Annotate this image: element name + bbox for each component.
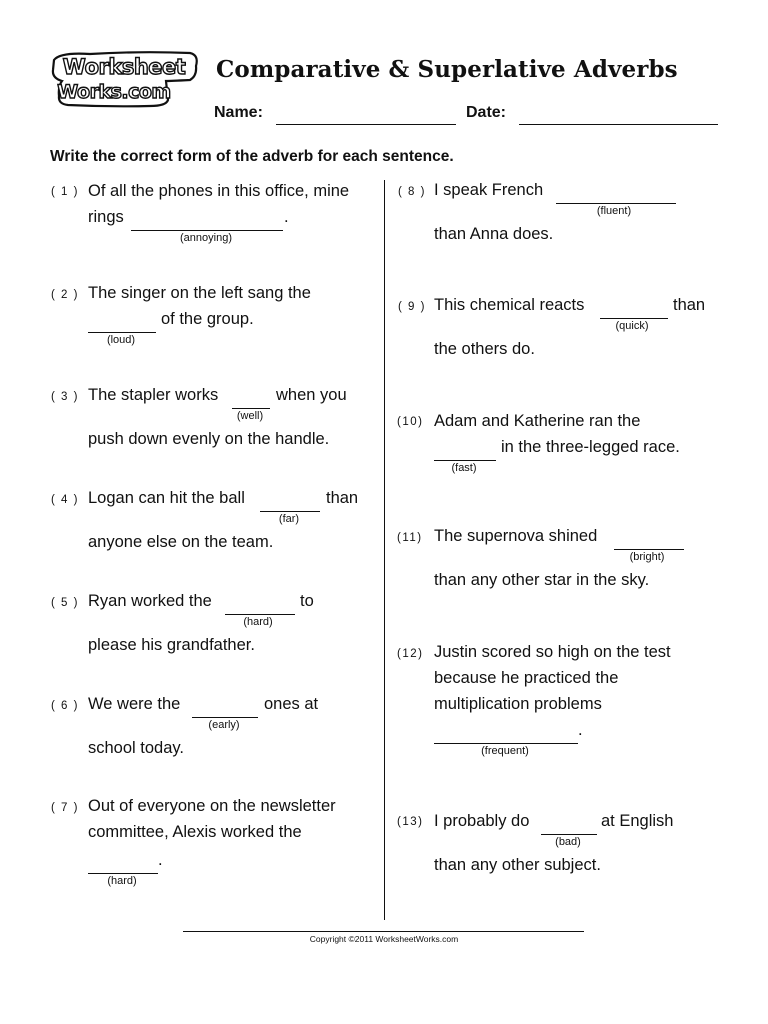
question-text: Adam and Katherine ran the bbox=[434, 412, 641, 430]
question-number: ( 4 ) bbox=[51, 494, 79, 506]
question-text: of the group. bbox=[161, 310, 254, 328]
answer-blank[interactable] bbox=[600, 318, 668, 319]
adverb-hint: (hard) bbox=[107, 875, 137, 887]
name-label: Name: bbox=[214, 104, 263, 121]
question-text: please his grandfather. bbox=[88, 636, 255, 654]
question-number: ( 2 ) bbox=[51, 289, 79, 301]
question-text: committee, Alexis worked the bbox=[88, 823, 302, 841]
question-text: when you bbox=[276, 386, 347, 404]
question-number: ( 3 ) bbox=[51, 391, 79, 403]
answer-blank[interactable] bbox=[434, 460, 496, 461]
adverb-hint: (frequent) bbox=[481, 745, 529, 757]
worksheetworks-logo bbox=[50, 50, 200, 108]
adverb-hint: (early) bbox=[208, 719, 240, 731]
adverb-hint: (fast) bbox=[451, 462, 477, 474]
question-text: . bbox=[284, 208, 289, 226]
question-number: ( 9 ) bbox=[398, 301, 426, 313]
date-field[interactable] bbox=[519, 124, 718, 125]
question-text: The stapler works bbox=[88, 386, 219, 404]
column-divider bbox=[384, 180, 385, 920]
copyright: Copyright ©2011 WorksheetWorks.com bbox=[309, 934, 459, 944]
question-text: at English bbox=[601, 812, 674, 830]
answer-blank[interactable] bbox=[192, 717, 258, 718]
question-text: Justin scored so high on the test bbox=[434, 643, 671, 661]
question-text: rings bbox=[88, 208, 124, 226]
adverb-hint: (bright) bbox=[629, 551, 665, 563]
question-text: This chemical reacts bbox=[434, 296, 585, 314]
question-number: ( 7 ) bbox=[51, 802, 79, 814]
adverb-hint: (well) bbox=[236, 410, 264, 422]
question-text: multiplication problems bbox=[434, 695, 602, 713]
question-text: Of all the phones in this office, mine bbox=[88, 182, 350, 200]
adverb-hint: (far) bbox=[278, 513, 300, 525]
answer-blank[interactable] bbox=[260, 511, 320, 512]
question-text: than any other star in the sky. bbox=[434, 571, 650, 589]
question-text: to bbox=[300, 592, 314, 610]
question-text: push down evenly on the handle. bbox=[88, 430, 330, 448]
question-text: anyone else on the team. bbox=[88, 533, 274, 551]
adverb-hint: (hard) bbox=[243, 616, 273, 628]
question-number: ( 1 ) bbox=[51, 186, 79, 198]
question-number: ( 5 ) bbox=[51, 597, 79, 609]
footer-divider bbox=[183, 931, 584, 932]
answer-blank[interactable] bbox=[88, 873, 158, 874]
adverb-hint: (annoying) bbox=[180, 232, 232, 244]
question-number: (13) bbox=[397, 816, 424, 828]
answer-blank[interactable] bbox=[541, 834, 597, 835]
adverb-hint: (fluent) bbox=[596, 205, 632, 217]
question-text: . bbox=[578, 721, 583, 739]
question-text: the others do. bbox=[434, 340, 535, 358]
date-label: Date: bbox=[466, 104, 507, 121]
answer-blank[interactable] bbox=[225, 614, 295, 615]
question-text: because he practiced the bbox=[434, 669, 619, 687]
question-text: Logan can hit the ball bbox=[88, 489, 245, 507]
question-text: The singer on the left sang the bbox=[88, 284, 311, 302]
page-title: Comparative & Superlative Adverbs bbox=[216, 56, 678, 83]
adverb-hint: (bad) bbox=[555, 836, 581, 848]
question-number: (12) bbox=[397, 648, 424, 660]
name-field[interactable] bbox=[276, 124, 456, 125]
question-text: than any other subject. bbox=[434, 856, 601, 874]
adverb-hint: (loud) bbox=[106, 334, 136, 346]
answer-blank[interactable] bbox=[556, 203, 676, 204]
answer-blank[interactable] bbox=[131, 230, 283, 231]
question-text: than bbox=[673, 296, 706, 314]
question-text: Out of everyone on the newsletter bbox=[88, 797, 336, 815]
answer-blank[interactable] bbox=[434, 743, 578, 744]
question-number: (10) bbox=[397, 416, 424, 428]
question-number: ( 6 ) bbox=[51, 700, 79, 712]
svg-text:Works.com: Works.com bbox=[57, 81, 171, 103]
question-number: ( 8 ) bbox=[398, 186, 426, 198]
question-text: Ryan worked the bbox=[88, 592, 212, 610]
instructions: Write the correct form of the adverb for each sentence. bbox=[50, 148, 454, 165]
question-text: ones at bbox=[264, 695, 319, 713]
question-text: than bbox=[326, 489, 359, 507]
question-text: than Anna does. bbox=[434, 225, 554, 243]
answer-blank[interactable] bbox=[88, 332, 156, 333]
question-number: (11) bbox=[397, 532, 423, 544]
question-text: I speak French bbox=[434, 181, 544, 199]
answer-blank[interactable] bbox=[614, 549, 684, 550]
question-text: I probably do bbox=[434, 812, 530, 830]
question-text: in the three-legged race. bbox=[501, 438, 680, 456]
svg-text:Worksheet: Worksheet bbox=[62, 55, 186, 79]
adverb-hint: (quick) bbox=[615, 320, 649, 332]
question-text: We were the bbox=[88, 695, 181, 713]
question-text: school today. bbox=[88, 739, 185, 757]
answer-blank[interactable] bbox=[232, 408, 270, 409]
question-text: The supernova shined bbox=[434, 527, 598, 545]
question-text: . bbox=[158, 851, 163, 869]
